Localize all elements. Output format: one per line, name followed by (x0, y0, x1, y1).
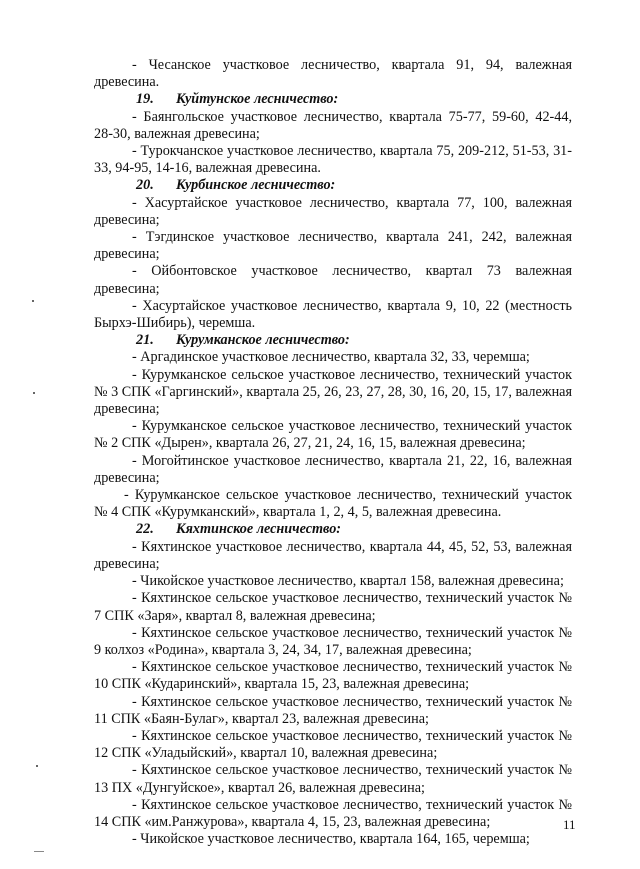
paragraph-chesanskoe: - Чесанское участковое лесничество, квартала 91, 94, валежная древесина. (94, 57, 572, 91)
paragraph-kurumkanskoe-2: - Курумканское сельское участковое лесничество, технический участок № 2 СПК «Дырен», квартала 26, 27, 21, 24, 16, 15, валежная древесина; (94, 418, 572, 452)
paragraph-mogoytinskoe: - Могойтинское участковое лесничество, квартала 21, 22, 16, валежная древесина; (94, 452, 572, 486)
scan-speck (33, 392, 35, 394)
paragraph-kyakhtinskoe-11: - Кяхтинское сельское участковое лесничество, технический участок № 11 СПК «Баян-Булаг», квартал 23, валежная древесина; (94, 693, 572, 727)
heading-number: 21. (136, 332, 154, 349)
heading-kyakhtinskoe (94, 521, 572, 538)
paragraph-khasurtayskoe-2: - Хасуртайское участковое лесничество, квартала 9, 10, 22 (местность Бырхэ-Шибирь), черемша. (94, 297, 572, 332)
heading-number: 22. (136, 521, 154, 538)
scan-speck (32, 300, 34, 302)
paragraph-argadinskoe: - Аргадинское участковое лесничество, квартала 32, 33, черемша; (132, 349, 530, 366)
heading-kurbinskoe (94, 177, 572, 194)
paragraph-kyakhtinskoe-14: - Кяхтинское сельское участковое лесничество, технический участок № 14 СПК «им.Ранжурова», квартала 4, 15, 23, валежная древесина; (94, 796, 572, 830)
paragraph-oybontovskoe: - Ойбонтовское участковое лесничество, квартал 73 валежная древесина; (94, 263, 572, 297)
paragraph-kurumkanskoe-3: - Курумканское сельское участковое лесничество, технический участок № 3 СПК «Гаргинский», квартала 25, 26, 23, 27, 28, 30, 16, 20, 15, 17, валежная древесина; (94, 366, 573, 418)
paragraph-kyakhtinskoe-10: - Кяхтинское сельское участковое лесничество, технический участок № 10 СПК «Кударинский», квартала 15, 23, валежная древесина; (94, 659, 572, 693)
heading-kurumkanskoe (94, 332, 572, 349)
paragraph-kyakhtinskoe-7: - Кяхтинское сельское участковое лесничество, технический участок № 7 СПК «Заря», квартал 8, валежная древесина; (94, 590, 572, 624)
paragraph-kyakhtinskoe-1: - Кяхтинское участковое лесничество, квартала 44, 45, 52, 53, валежная древесина; (94, 538, 572, 572)
heading-text: Курбинское лесничество: (176, 177, 336, 194)
heading-text: Кяхтинское лесничество: (176, 521, 342, 538)
heading-number: 19. (136, 91, 154, 108)
heading-number: 20. (136, 177, 154, 194)
paragraph-turokchanskoe: - Турокчанское участковое лесничество, квартала 75, 209-212, 51-53, 31-33, 94-95, 14-16, валежная древесина. (94, 143, 572, 177)
paragraph-tegdinskoe: - Тэгдинское участковое лесничество, квартала 241, 242, валежная древесина; (94, 229, 572, 263)
paragraph-kyakhtinskoe-9: - Кяхтинское сельское участковое лесничество, технический участок № 9 колхоз «Родина», квартала 3, 24, 34, 17, валежная древесина; (94, 624, 572, 658)
paragraph-kurumkanskoe-4: - Курумканское сельское участковое лесничество, технический участок № 4 СПК «Курумканский», квартала 1, 2, 4, 5, валежная древесина. (94, 487, 572, 521)
paragraph-chikoyskoe-2: - Чикойское участковое лесничество, квартала 164, 165, черемша; (132, 831, 530, 848)
scan-speck (36, 765, 38, 767)
paragraph-bayangolskoe: - Баянгольское участковое лесничество, квартала 75-77, 59-60, 42-44, 28-30, валежная древесина; (94, 108, 572, 142)
paragraph-kyakhtinskoe-12: - Кяхтинское сельское участковое лесничество, технический участок № 12 СПК «Уладыйский», квартал 10, валежная древесина; (94, 727, 572, 762)
document-body (94, 57, 572, 848)
heading-kuytunskoe (94, 91, 572, 108)
heading-text: Курумканское лесничество: (176, 332, 350, 349)
paragraph-kyakhtinskoe-13: - Кяхтинское сельское участковое лесничество, технический участок № 13 ПХ «Дунгуйское», квартал 26, валежная древесина; (94, 762, 572, 796)
page-number: 11 (563, 817, 576, 832)
paragraph-chikoyskoe-1: - Чикойское участковое лесничество, квартал 158, валежная древесина; (132, 573, 564, 590)
scan-mark (34, 851, 44, 852)
heading-text: Куйтунское лесничество: (176, 91, 339, 108)
paragraph-khasurtayskoe-1: - Хасуртайское участковое лесничество, квартала 77, 100, валежная древесина; (94, 194, 572, 228)
